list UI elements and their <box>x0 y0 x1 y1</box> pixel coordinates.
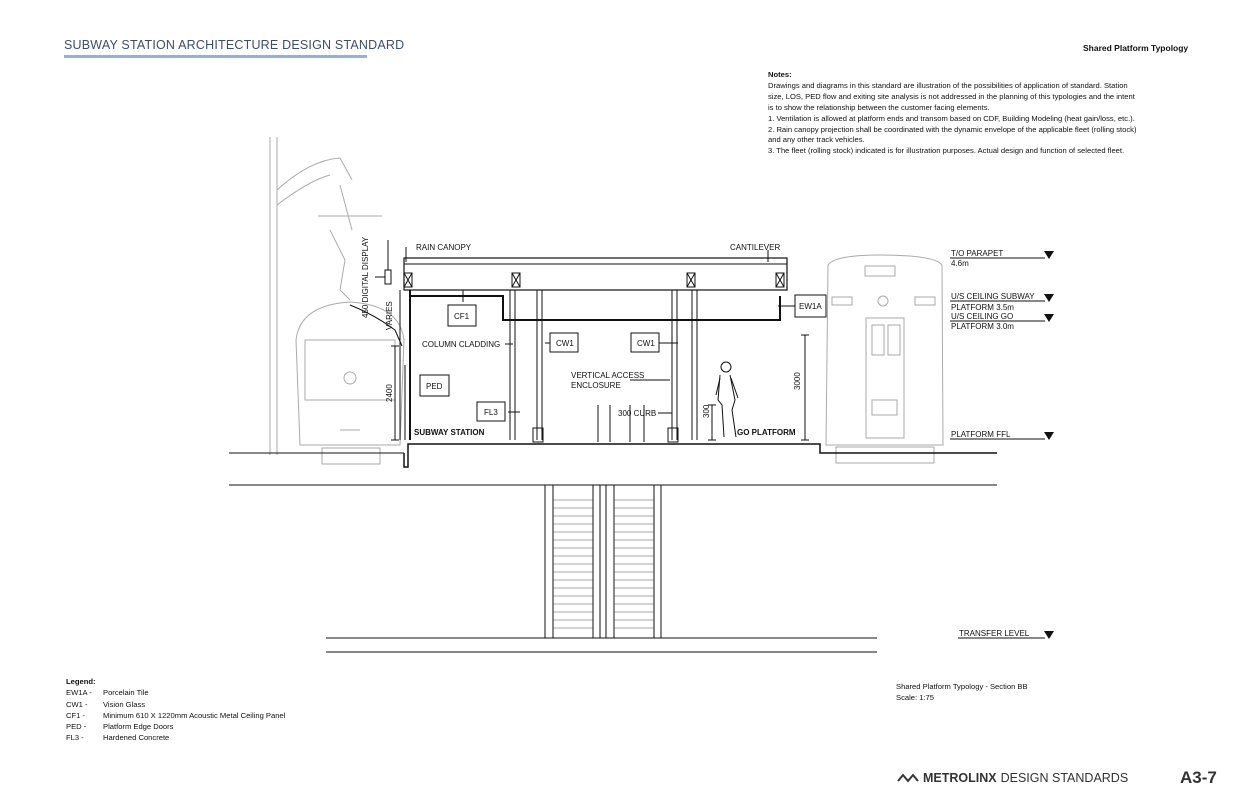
ground-lines <box>229 444 997 652</box>
tag-cw1: CW1 <box>637 339 655 348</box>
legend-desc: Hardened Concrete <box>103 733 170 743</box>
legend-item <box>66 687 285 698</box>
label-rain-canopy: RAIN CANOPY <box>416 243 472 252</box>
dim-2400: 2400 <box>385 384 394 402</box>
caption-scale: Scale: 1:75 <box>896 693 934 702</box>
level-platform-35: PLATFORM 3.5m <box>951 303 1014 312</box>
legend-code: FL3 - <box>66 733 84 743</box>
notes-line: 3. The fleet (rolling stock) indicated is for illustration purposes. Actual design and function of selected fleet. <box>768 146 1125 156</box>
legend-item <box>66 732 285 743</box>
label-column-cladding: COLUMN CLADDING <box>422 340 501 349</box>
footer-brand <box>897 771 1128 785</box>
level-platform-30: PLATFORM 3.0m <box>951 322 1014 331</box>
label-digital-display: 450 DIGITAL DISPLAY <box>361 236 370 318</box>
document-title: SUBWAY STATION ARCHITECTURE DESIGN STANDARD <box>64 38 405 52</box>
level-to-parapet: T/O PARAPET <box>951 249 1004 258</box>
legend-desc: Vision Glass <box>103 699 146 709</box>
escalator-steps <box>553 500 654 628</box>
notes-line: and any other track vehicles. <box>768 135 865 145</box>
label-go-platform: GO PLATFORM <box>737 428 796 437</box>
level-us-ceiling-subway: U/S CEILING SUBWAY <box>951 292 1035 301</box>
notes-line: Drawings and diagrams in this standard are illustration of the possibilities of application of standard. Station <box>768 80 1128 90</box>
level-to-parapet-value: 4.6m <box>951 259 969 268</box>
legend-desc: Minimum 610 X 1220mm Acoustic Metal Ceiling Panel <box>103 710 286 720</box>
dim-3000: 3000 <box>793 372 802 390</box>
canopy-structure <box>404 258 787 442</box>
tag-cw1: CW1 <box>556 339 574 348</box>
legend-code: EW1A - <box>66 688 92 698</box>
typology-title: Shared Platform Typology <box>1083 43 1189 53</box>
label-vertical-access-1: VERTICAL ACCESS <box>571 371 645 380</box>
dim-300: 300 <box>702 404 711 418</box>
label-curb: 300 CURB <box>618 409 657 418</box>
legend-desc: Platform Edge Doors <box>103 722 174 732</box>
brand-name: METROLINX <box>923 771 997 785</box>
legend-title: Legend: <box>66 677 96 686</box>
go-train <box>826 255 943 463</box>
level-platform-ffl: PLATFORM FFL <box>951 430 1011 439</box>
level-transfer: TRANSFER LEVEL <box>959 629 1030 638</box>
label-cantilever: CANTILEVER <box>730 243 781 252</box>
legend-item <box>66 699 285 710</box>
brand-suffix: DESIGN STANDARDS <box>1000 771 1129 785</box>
legend-code: CF1 - <box>66 710 85 720</box>
legend-item <box>66 710 285 721</box>
notes-title: Notes: <box>768 70 792 79</box>
legend-item <box>66 721 285 732</box>
notes-line: 1. Ventilation is allowed at platform ends and transom based on CDF, Building Modeling (heat gain/loss, etc.). <box>768 113 1135 123</box>
metrolinx-logo-icon <box>897 773 919 783</box>
legend <box>66 676 285 744</box>
tag-fl3: FL3 <box>484 408 498 417</box>
level-us-ceiling-go: U/S CEILING GO <box>951 312 1014 321</box>
legend-desc: Porcelain Tile <box>103 688 149 698</box>
notes-line: 2. Rain canopy projection shall be coordinated with the dynamic envelope of the applicable fleet (rolling stock) <box>768 124 1137 134</box>
caption-title: Shared Platform Typology - Section BB <box>896 682 1028 691</box>
material-tags <box>420 295 826 421</box>
label-varies: VARIES <box>385 301 394 330</box>
tag-cf1: CF1 <box>454 312 470 321</box>
tag-ped: PED <box>426 382 443 391</box>
legend-code: PED - <box>66 722 87 732</box>
label-vertical-access-2: ENCLOSURE <box>571 381 621 390</box>
section-caption <box>896 681 1028 703</box>
notes-line: size, LOS, PED flow and exiting site analysis is not addressed in the planning of this typologies and the intent <box>768 91 1135 101</box>
notes-line: is to show the relationship between the customer facing elements. <box>768 102 990 112</box>
page-number: A3-7 <box>1180 768 1217 787</box>
legend-code: CW1 - <box>66 699 88 709</box>
tag-ew1a: EW1A <box>799 302 822 311</box>
label-subway-station: SUBWAY STATION <box>414 428 485 437</box>
human-figure <box>716 362 738 437</box>
